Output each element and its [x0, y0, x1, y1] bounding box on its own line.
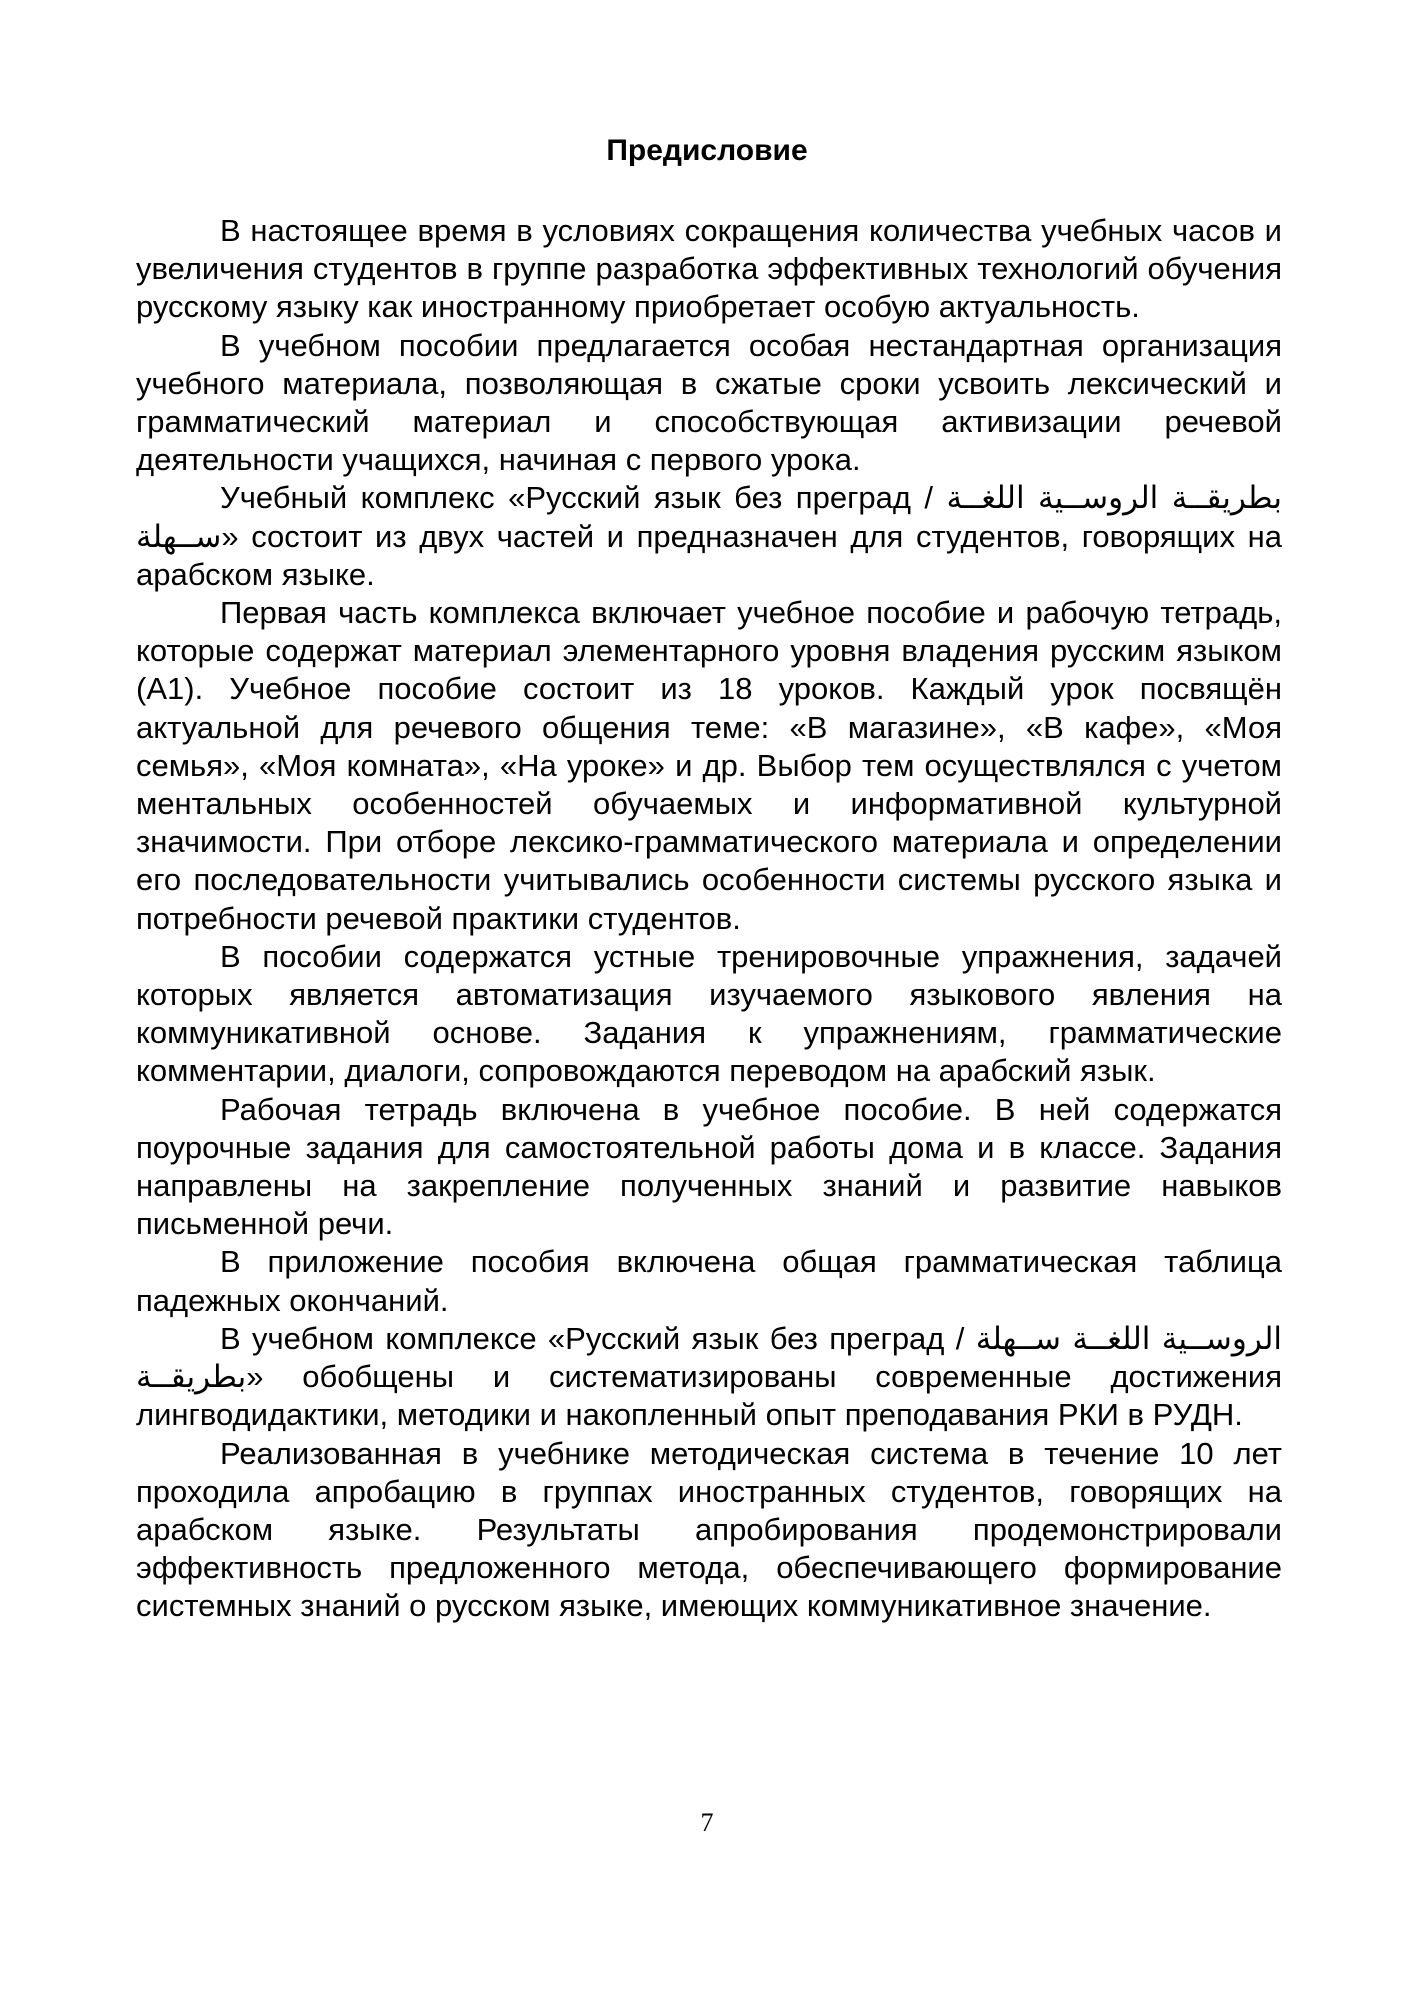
- page-title: Предисловие: [606, 134, 808, 167]
- paragraph: Реализованная в учебнике методическая система в течение 10 лет проходила апробацию в группах иностранных студентов, говорящих на арабском языке. Результаты апробирования продемонстрировали эффективность предложенного метода, обеспечивающего формирование системных знаний о русском языке, имеющих коммуникативное значение.: [136, 1435, 1282, 1624]
- paragraph: Первая часть комплекса включает учебное пособие и рабочую тетрадь, которые содержат материал элементарного уровня владения русским языком (А1). Учебное пособие состоит из 18 уроков. Каждый урок посвящён актуальной для речевого общения теме: «В магазине», «В кафе», «Моя семья», «Моя комната», «На уроке» и др. Выбор тем осуществлялся с учетом ментальных особенностей обучаемых и информативной культурной значимости. При отборе лексико-грамматического материала и определении его последовательности учитывались особенности системы русского языка и потребности речевой практики студентов.: [136, 595, 1282, 936]
- paragraph: В настоящее время в условиях сокращения количества учебных часов и увеличения студентов в группе разработка эффективных технологий обучения русскому языку как иностранному приобретает особую актуальность.: [136, 213, 1282, 325]
- paragraph: В приложение пособия включена общая грамматическая таблица падежных окончаний.: [136, 1244, 1282, 1318]
- paragraph: Рабочая тетрадь включена в учебное пособие. В ней содержатся поурочные задания для самостоятельной работы дома и в классе. Задания направлены на закрепление полученных знаний и развитие навыков письменной речи.: [136, 1091, 1282, 1242]
- paragraph: В учебном комплексе «Русский язык без преград / الروســية اللغــة ســهلة بطريقــة» обобщены и систематизированы современные достижения лингводидактики, методики и накопленный опыт преподавания РКИ в РУДН.: [136, 1320, 1283, 1433]
- paragraph: В учебном пособии предлагается особая нестандартная организация учебного материала, позволяющая в сжатые сроки усвоить лексический и грамматический материал и способствующая активизации речевой деятельности учащихся, начиная с первого урока.: [136, 327, 1282, 478]
- paragraph: В пособии содержатся устные тренировочные упражнения, задачей которых является автоматизация изучаемого языкового явления на коммуникативной основе. Задания к упражнениям, грамматические комментарии, диалоги, сопровождаются переводом на арабский язык.: [136, 938, 1282, 1089]
- body-text: [136, 212, 1282, 1626]
- page-number: 7: [700, 1808, 714, 1837]
- paragraph: Учебный комплекс «Русский язык без преград / بطريقــة الروســية اللغــة ســهلة» состоит из двух частей и предназначен для студентов, говорящих на арабском языке.: [136, 480, 1282, 592]
